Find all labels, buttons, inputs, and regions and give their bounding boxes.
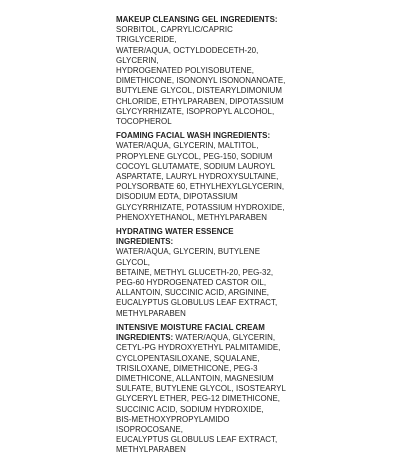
- section-title: MAKEUP CLEANSING GEL INGREDIENTS:: [116, 14, 278, 24]
- hydrating-water-essence-section: [116, 226, 291, 318]
- section-title: INTENSIVE MOISTURE FACIAL CREAM INGREDIENTS:: [116, 321, 265, 343]
- ingredient-list: WATER/AQUA, GLYCERIN, MALTITOL, PROPYLENE GLYCOL, PEG-150, SODIUM COCOYL GLUTAMATE, SODIUM LAUROYL ASPARTATE, LAURYL HYDROXYSULTAINE, POLYSORBATE 60, ETHYLHEXYLGLYCERIN, DISODIUM EDTA, DIPOTASSIUM GLYCYRRHIZATE, POTASSIUM HYDROXIDE, PHENOXYETHANOL, METHYLPARABEN: [116, 140, 285, 222]
- ingredient-list: WATER/AQUA, GLYCERIN, BUTYLENE GLYCOL, BETAINE, METHYL GLUCETH-20, PEG-32, PEG-60 HYDROGENATED CASTOR OIL, ALLANTOIN, SUCCINIC ACID, ARGININE, EUCALYPTUS GLOBULUS LEAF EXTRACT, METHYLPARABEN: [116, 246, 278, 318]
- section-title: FOAMING FACIAL WASH INGREDIENTS:: [116, 130, 271, 141]
- intensive-moisture-facial-cream-section: [116, 322, 291, 455]
- foaming-facial-wash-section: [116, 130, 291, 222]
- ingredient-list: WATER/AQUA, GLYCERIN, CETYL-PG HYDROXYETHYL PALMITAMIDE, CYCLOPENTASILOXANE, SQUALANE, TRISILOXANE, DIMETHICONE, PEG-3 DIMETHICONE, ALLANTOIN, MAGNESIUM SULFATE, BUTYLENE GLYCOL, ISOSTEARYL GLYCERYL ETHER, PEG-12 DIMETHICONE, SUCCINIC ACID, SODIUM HYDROXIDE, BIS-METHOXYPROPYLAMIDO ISOPROCOSANE, EUCALYPTUS GLOBULUS LEAF EXTRACT, METHYLPARABEN: [116, 332, 286, 455]
- ingredient-list: SORBITOL, CAPRYLIC/CAPRIC TRIGLYCERIDE, WATER/AQUA, OCTYLDODECETH-20, GLYCERIN, HYDROGENATED POLYISOBUTENE, DIMETHICONE, ISONONYL ISONONANOATE, BUTYLENE GLYCOL, DISTEARYLDIMONIUM CHLORIDE, ETHYLPARABEN, DIPOTASSIUM GLYCYRRHIZATE, ISOPROPYL ALCOHOL, TOCOPHEROL: [116, 24, 286, 127]
- makeup-cleansing-gel-section: [116, 14, 291, 126]
- section-title: HYDRATING WATER ESSENCE INGREDIENTS:: [116, 226, 234, 247]
- ingredients-label: [116, 14, 291, 459]
